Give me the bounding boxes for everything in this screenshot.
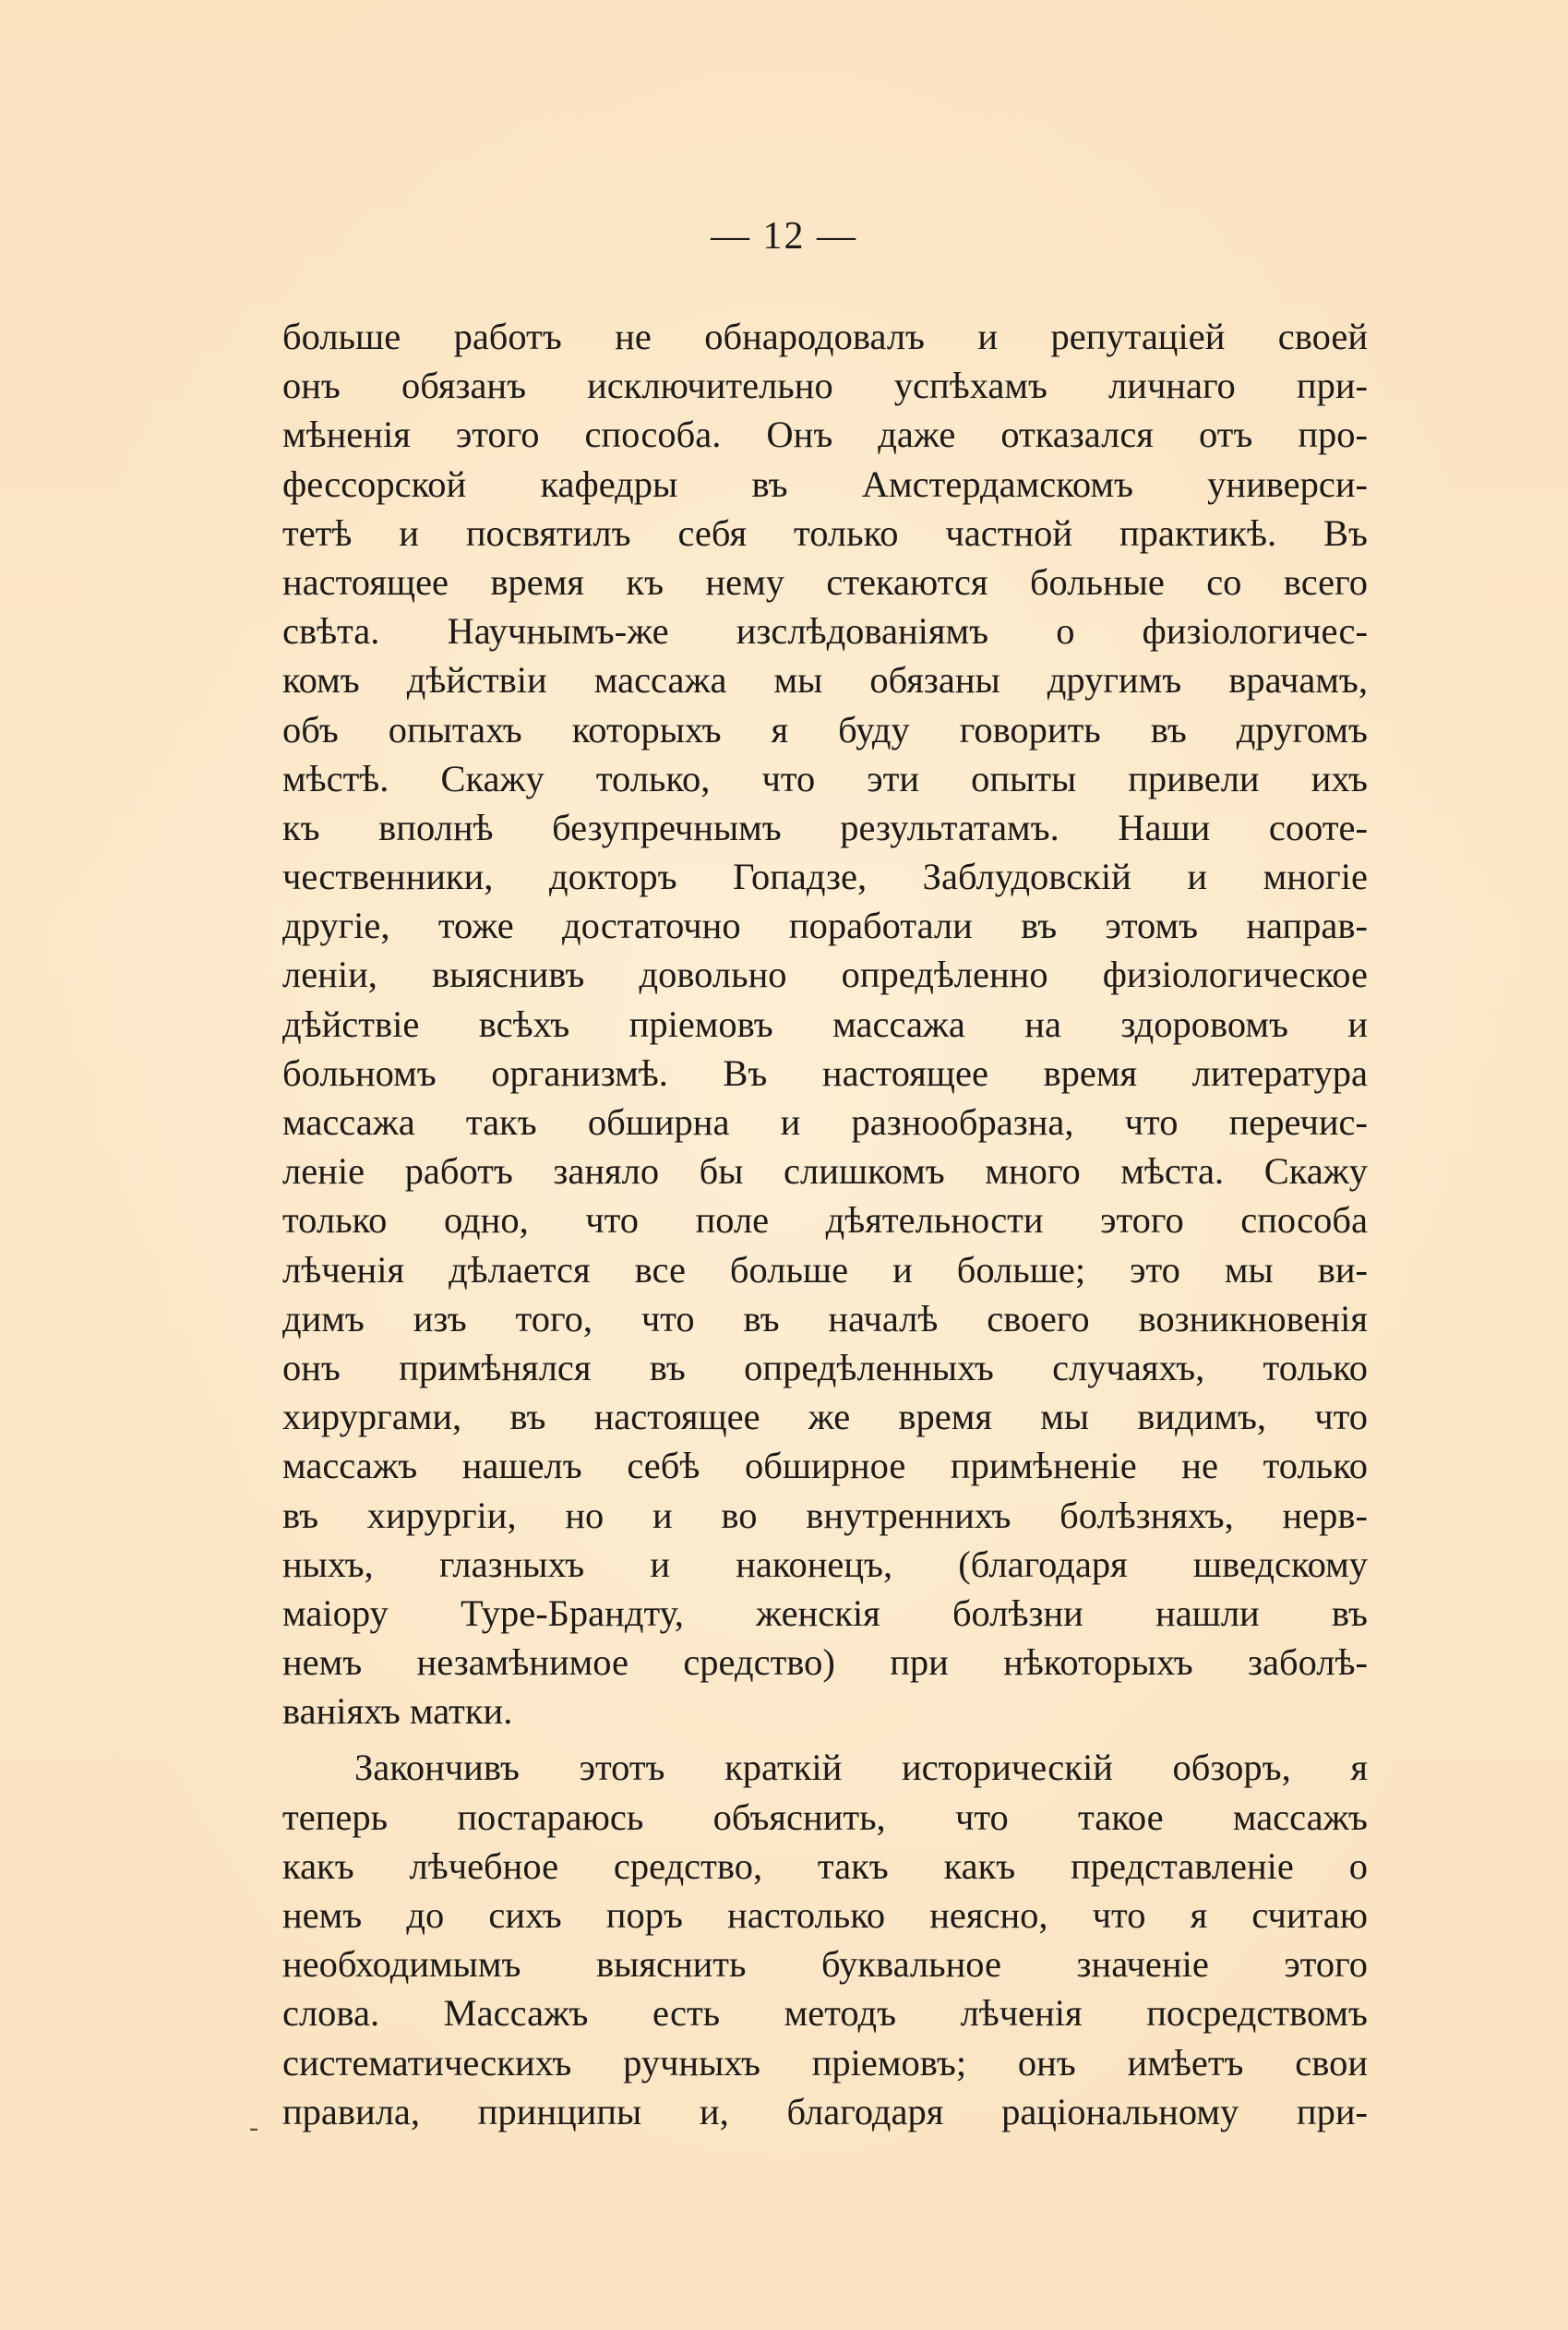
text-line: какъ лѣчебное средство, такъ какъ представленіе о xyxy=(282,1844,1368,1887)
text-line: леніе работъ заняло бы слишкомъ много мѣста. Скажу xyxy=(282,1150,1368,1193)
text-line: мѣненія этого способа. Онъ даже отказался отъ про- xyxy=(282,414,1368,456)
text-line: ваніяхъ матки. xyxy=(282,1690,513,1733)
text-line: леніи, выяснивъ довольно опредѣленно физіологическое xyxy=(282,954,1368,996)
text-line: больномъ организмѣ. Въ настоящее время литература xyxy=(282,1051,1368,1094)
text-line: фессорской кафедры въ Амстердамскомъ универси- xyxy=(282,462,1368,505)
text-line: объ опытахъ которыхъ я буду говорить въ другомъ xyxy=(282,708,1368,751)
text-line: другіе, тоже достаточно поработали въ этомъ направ- xyxy=(282,905,1368,947)
text-line: лѣченія дѣлается все больше и больше; это мы ви- xyxy=(282,1248,1368,1291)
text-line: немъ незамѣнимое средство) при нѣкоторыхъ заболѣ- xyxy=(282,1641,1368,1684)
text-line: маіору Туре-Брандту, женскія болѣзни нашли въ xyxy=(282,1591,1368,1634)
text-line: чественники, докторъ Гопадзе, Заблудовскій и многіе xyxy=(282,856,1368,898)
text-line: массажа такъ обширна и разнообразна, что перечис- xyxy=(282,1101,1368,1143)
paragraph-1 xyxy=(282,312,1368,1735)
text-line: въ хирургіи, но и во внутреннихъ болѣзняхъ, нерв- xyxy=(282,1494,1368,1536)
text-line: слова. Массажъ есть методъ лѣченія посредствомъ xyxy=(282,1992,1368,2035)
text-line: только одно, что поле дѣятельности этого способа xyxy=(282,1199,1368,1242)
text-line: комъ дѣйствіи массажа мы обязаны другимъ врачамъ, xyxy=(282,659,1368,702)
text-line: больше работъ не обнародовалъ и репутаціей своей xyxy=(282,316,1368,357)
text-line: необходимымъ выяснить буквальное значеніе этого xyxy=(282,1943,1368,1986)
text-line: димъ изъ того, что въ началѣ своего возникновенія xyxy=(282,1297,1368,1339)
text-line: систематическихъ ручныхъ пріемовъ; онъ имѣетъ свои xyxy=(282,2041,1368,2084)
paragraph-2 xyxy=(282,1743,1368,2136)
text-line: онъ обязанъ исключительно успѣхамъ личнаго при- xyxy=(282,365,1368,407)
text-line: Закончивъ этотъ краткій историческій обзоръ, я xyxy=(354,1747,1368,1789)
text-line: онъ примѣнялся въ опредѣленныхъ случаяхъ, только xyxy=(282,1346,1368,1388)
text-line: свѣта. Научнымъ-же изслѣдованіямъ о физіологичес- xyxy=(282,610,1368,653)
text-line: настоящее время къ нему стекаются больные со всего xyxy=(282,560,1368,603)
text-line: правила, принципы и, благодаря раціональному при- xyxy=(282,2090,1368,2132)
text-line: теперь постараюсь объяснить, что такое массажъ xyxy=(282,1796,1368,1838)
text-line: ныхъ, глазныхъ и наконецъ, (благодаря шведскому xyxy=(282,1543,1368,1585)
text-line: мѣстѣ. Скажу только, что эти опыты привели ихъ xyxy=(282,757,1368,799)
body-text xyxy=(282,312,1368,2136)
text-line: массажъ нашелъ себѣ обширное примѣненіе не только xyxy=(282,1445,1368,1487)
page-number: — 12 — xyxy=(711,215,857,258)
paragraph-gap xyxy=(282,1735,1368,1743)
text-line: дѣйствіе всѣхъ пріемовъ массажа на здоровомъ и xyxy=(282,1003,1368,1045)
margin-mark: - xyxy=(249,2112,258,2143)
text-line: немъ до сихъ поръ настолько неясно, что я считаю xyxy=(282,1894,1368,1936)
text-line: хирургами, въ настоящее же время мы видимъ, что xyxy=(282,1396,1368,1438)
text-line: къ вполнѣ безупречнымъ результатамъ. Наши сооте- xyxy=(282,806,1368,848)
text-line: тетѣ и посвятилъ себя только частной практикѣ. Въ xyxy=(282,511,1368,554)
